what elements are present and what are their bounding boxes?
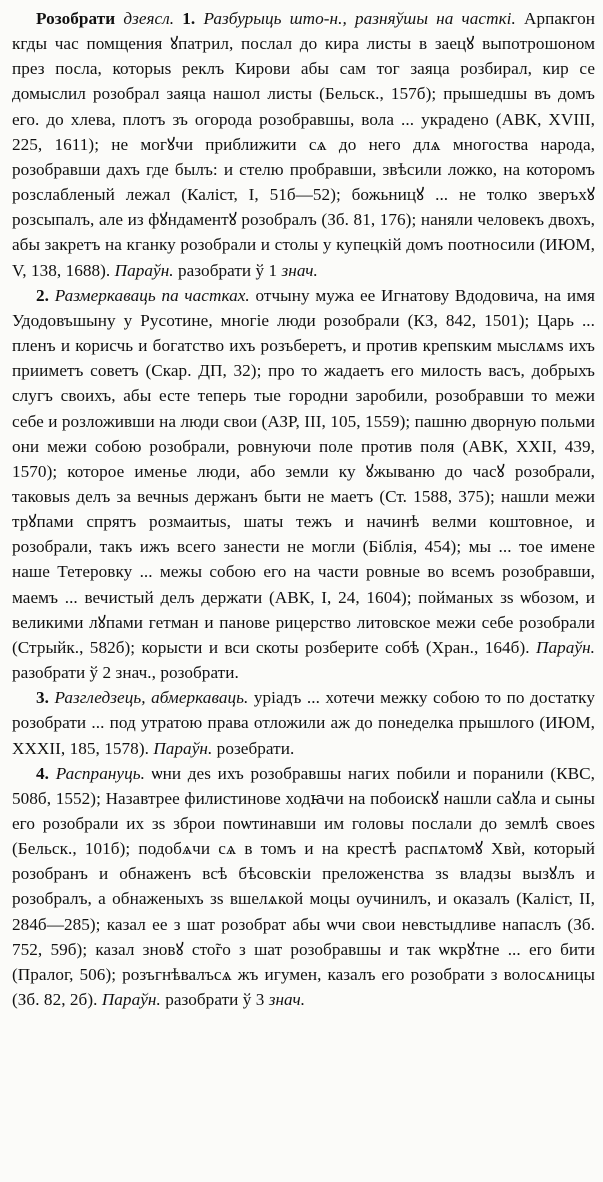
compare-label: Параўн. bbox=[153, 738, 213, 758]
sense-citations: ѡни деѕ ихъ розобравшы нагих побили и поранили (КВС, 508б, 1552); Назавтрее филистинове ходꙗчи на побоискꙋ нашли саꙋла и сыны его розобрали их зѕ зброи поѡтинавши им головы послали до землѣ своеѕ (Бельск., 101б); подобѧчи сѧ в томъ и на крестѣ распѧтомꙋ Хвѝ, который розобранъ и обнаженъ всѣ бѣсовскіи преложенства зѕ владзы вызꙋлъ и розобралъ, а обнаженыхъ зѕ вшелѧкой моцы оучинилъ, и оказалъ (Каліст, II, 284б—285); казал ее з шат розобрат абы ѡчи свои невстыдливе напаслъ (Зб. 752, 59б); казал зновꙋ сто̃го з шат розобравшы и так ѡкрꙋтне ... его бити (Пралог, 506); розъгнѣвалъсѧ жъ игумен, казалъ его розобрати з волосѧницы (Зб. 82, 2б). bbox=[12, 763, 595, 1010]
part-of-speech: дзеясл. bbox=[123, 9, 175, 28]
sense-gloss: Размеркаваць па частках. bbox=[54, 285, 250, 305]
sense-number: 2. bbox=[36, 285, 49, 305]
sense-citations: Арпакгон кгды час помщения ꙋпатрил, послал до кира листы в заецꙋ выпотрошоном през посла, которыѕ реклъ Кирови абы сам тог заяца розбирал, кир се домыслил розобрал заяца нашол листы (Бельск., 157б); прышедшы въ домъ его. до хлева, плотъ зъ огорода розобравшы, вола ... украдено (АВК, XVIII, 225, 1611); не могꙋчи приближити сѧ до него длѧ многоства народа, розобравши дахъ где былъ: и стелю пробравши, звѣсили ложко, на которомъ розслабленый лежал (Каліст, I, 51б—52); божьницꙋ ... не толко зверъхꙋ розсыпалъ, але из фꙋндаментꙋ розобралъ (Зб. 81, 176); наняли человекъ двохъ, абы закретъ на кганку розобрали и столы у купецкій домъ поотносили (ИЮМ, V, 138, 1688). bbox=[12, 9, 595, 280]
compare-ref: розебрати. bbox=[216, 738, 295, 758]
compare-label: Параўн. bbox=[114, 260, 174, 280]
sense-4 bbox=[12, 761, 595, 1013]
sense-citations: уріадъ ... хотечи межку собою то по достатку розобрати ... под утратою права отложили аж до понеделка прышлого (ИЮМ, XXXII, 185, 1578). bbox=[12, 688, 595, 758]
compare-tail: знач. bbox=[268, 990, 306, 1010]
sense-number: 1. bbox=[182, 9, 196, 28]
compare-ref: разобрати ў 1 bbox=[177, 260, 278, 280]
sense-3 bbox=[12, 685, 595, 760]
compare-tail: знач. bbox=[281, 260, 318, 280]
compare-ref: разобрати ў 3 bbox=[165, 990, 265, 1010]
sense-gloss: Разгледзець, абмеркаваць. bbox=[54, 688, 249, 708]
compare-label: Параўн. bbox=[536, 637, 595, 657]
compare-ref: разобрати ў 2 bbox=[12, 663, 112, 683]
sense-number: 3. bbox=[36, 688, 49, 708]
sense-gloss: Распрануць. bbox=[55, 763, 145, 783]
sense-gloss: Разбурыць што-н., разняўшы на часткі. bbox=[203, 9, 516, 28]
headword: Розобрати bbox=[36, 9, 116, 28]
sense-2 bbox=[12, 283, 595, 686]
compare-tail: знач., розобрати. bbox=[115, 663, 239, 683]
sense-citations: отчыну мужа ее Игнатову Вдодовича, на имя Удодовъшыну у Русотине, многіе люди розобрали (КЗ, 842, 1501); Царь ... пленъ и корисчь и богатство ихъ розъберетъ, и против крепѕким мыслѧмѕ ихъ прииметъ советъ (Скар. ДП, 32); про то жадаетъ его милость васъ, добрыхъ слугъ своихъ, абы есте теперь тые городни заробили, розобравши то межи себе и розложивши на люди свои (АЗР, III, 105, 1559); пашню дворную польми они межи собою розобрали, ровнуючи поле против поля (АВК, XXII, 439, 1570); которое именье люди, або земли ку ꙋжываню до часꙋ розобрали, таковыѕ делъ за вечныѕ держанъ быти не маетъ (Ст. 1588, 375); нашли межи трꙋпами спрятъ розмаитыѕ, шаты тежъ и начинѣ велми коштовное, и розобрали, такъ ижъ всего занести не могли (Біблія, 454); мы ... тое имене наше Тетеровку ... межы собою его на части ровные во всемъ розобравши, маемъ ... вечистый делъ держати (АВК, I, 24, 1604); пойманых зѕ ѡбозом, и великими лꙋпами гетман и панове рицерство литовское межи себе розобрали (Стрыйк., 582б); корысти и вси скоты розберите собѣ (Хран., 164б). bbox=[12, 285, 595, 657]
sense-number: 4. bbox=[36, 763, 49, 783]
sense-1 bbox=[12, 6, 595, 283]
compare-label: Параўн. bbox=[101, 990, 161, 1010]
